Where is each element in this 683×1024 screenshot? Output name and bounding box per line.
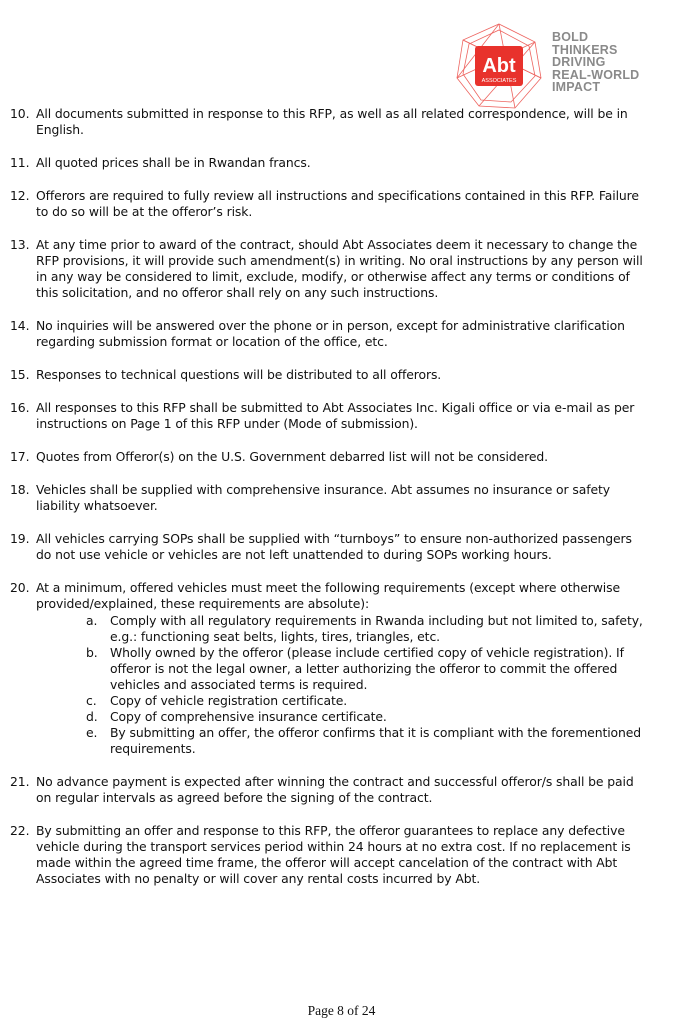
sublist-text: By submitting an offer, the offeror confirms that it is compliant with the forementioned requirements. xyxy=(110,725,642,756)
abt-logo xyxy=(455,22,655,110)
item-text: At a minimum, offered vehicles must meet the following requirements (except where otherwise provided/explained, these requirements are absolute): xyxy=(36,580,621,611)
sublist-letter: a. xyxy=(86,613,98,628)
sublist-text: Wholly owned by the offeror (please include certified copy of vehicle registration). If offeror is not the legal owner, a letter authorizing the offeror to commit the offered vehicles and associated terms is required. xyxy=(110,645,624,692)
sublist-item xyxy=(36,693,650,709)
list-item xyxy=(10,580,650,757)
item-text: Vehicles shall be supplied with comprehensive insurance. Abt assumes no insurance or safety liability whatsoever. xyxy=(36,482,610,513)
sublist-item xyxy=(36,709,650,725)
tagline-line: REAL-WORLD xyxy=(552,67,640,82)
item-number: 17. xyxy=(10,449,30,464)
sublist-item xyxy=(36,725,650,757)
item-number: 10. xyxy=(10,106,30,121)
item-number: 15. xyxy=(10,367,30,382)
list-item xyxy=(10,318,650,350)
item-text: All documents submitted in response to this RFP, as well as all related correspondence, will be in English. xyxy=(36,106,628,137)
abt-logo-mark xyxy=(455,22,543,110)
list-item xyxy=(10,106,650,138)
tagline-line: IMPACT xyxy=(552,80,601,95)
item-text: All quoted prices shall be in Rwandan francs. xyxy=(36,155,311,170)
item-text: Offerors are required to fully review all instructions and specifications contained in this RFP. Failure to do so will be at the offeror’s risk. xyxy=(36,188,639,219)
item-text: All responses to this RFP shall be submitted to Abt Associates Inc. Kigali office or via e-mail as per instructions on Page 1 of this RFP under (Mode of submission). xyxy=(36,400,635,431)
item-number: 19. xyxy=(10,531,30,546)
list-item xyxy=(10,531,650,563)
item-number: 16. xyxy=(10,400,30,415)
item-text: All vehicles carrying SOPs shall be supplied with “turnboys” to ensure non-authorized passengers do not use vehicle or vehicles are not left unattended to during SOPs working hours. xyxy=(36,531,632,562)
item-number: 22. xyxy=(10,823,30,838)
rfp-terms-list xyxy=(10,106,650,904)
item-text: No advance payment is expected after winning the contract and successful offeror/s shall be paid on regular intervals as agreed before the signing of the contract. xyxy=(36,774,634,805)
item-number: 11. xyxy=(10,155,30,170)
list-item xyxy=(10,823,650,887)
vehicle-requirements-sublist xyxy=(36,613,650,757)
sublist-item xyxy=(36,645,650,693)
list-item xyxy=(10,237,650,301)
item-text: Quotes from Offeror(s) on the U.S. Government debarred list will not be considered. xyxy=(36,449,548,464)
sublist-item xyxy=(36,613,650,645)
tagline-line: DRIVING xyxy=(552,55,606,70)
logo-text: Abt xyxy=(482,55,516,77)
item-text: By submitting an offer and response to this RFP, the offeror guarantees to replace any defective vehicle during the transport services period within 24 hours at no extra cost. If no replacement is made within the agreed time frame, the offeror will accept cancelation of the contract with Abt Associates with no penalty or will cover any rental costs incurred by Abt. xyxy=(36,823,631,886)
list-item xyxy=(10,155,650,171)
item-text: At any time prior to award of the contract, should Abt Associates deem it necessary to change the RFP provisions, it will provide such amendment(s) in writing. No oral instructions by any person will in any way be considered to limit, exclude, modify, or otherwise affect any terms or conditions of this solicitation, and no offeror shall rely on any such instructions. xyxy=(36,237,643,300)
item-number: 14. xyxy=(10,318,30,333)
item-number: 13. xyxy=(10,237,30,252)
list-item xyxy=(10,400,650,432)
sublist-letter: c. xyxy=(86,693,97,708)
list-item xyxy=(10,774,650,806)
logo-subtext: ASSOCIATES xyxy=(481,78,517,84)
item-text: Responses to technical questions will be distributed to all offerors. xyxy=(36,367,442,382)
list-item xyxy=(10,367,650,383)
sublist-text: Copy of comprehensive insurance certificate. xyxy=(110,709,387,724)
list-item xyxy=(10,188,650,220)
tagline-line: BOLD xyxy=(552,30,589,44)
list-item xyxy=(10,482,650,514)
sublist-letter: d. xyxy=(86,709,98,724)
item-number: 18. xyxy=(10,482,30,497)
tagline-line: THINKERS xyxy=(552,42,618,57)
tagline xyxy=(552,31,639,94)
list-item xyxy=(10,449,650,465)
item-number: 20. xyxy=(10,580,30,595)
item-number: 21. xyxy=(10,774,30,789)
item-text: No inquiries will be answered over the phone or in person, except for administrative clarification regarding submission format or location of the office, etc. xyxy=(36,318,625,349)
page-number: Page 8 of 24 xyxy=(307,1003,376,1018)
sublist-letter: e. xyxy=(86,725,98,740)
sublist-text: Copy of vehicle registration certificate. xyxy=(110,693,348,708)
sublist-letter: b. xyxy=(86,645,98,660)
sublist-text: Comply with all regulatory requirements in Rwanda including but not limited to, safety, e.g.: functioning seat belts, lights, tires, triangles, etc. xyxy=(110,613,643,644)
item-number: 12. xyxy=(10,188,30,203)
